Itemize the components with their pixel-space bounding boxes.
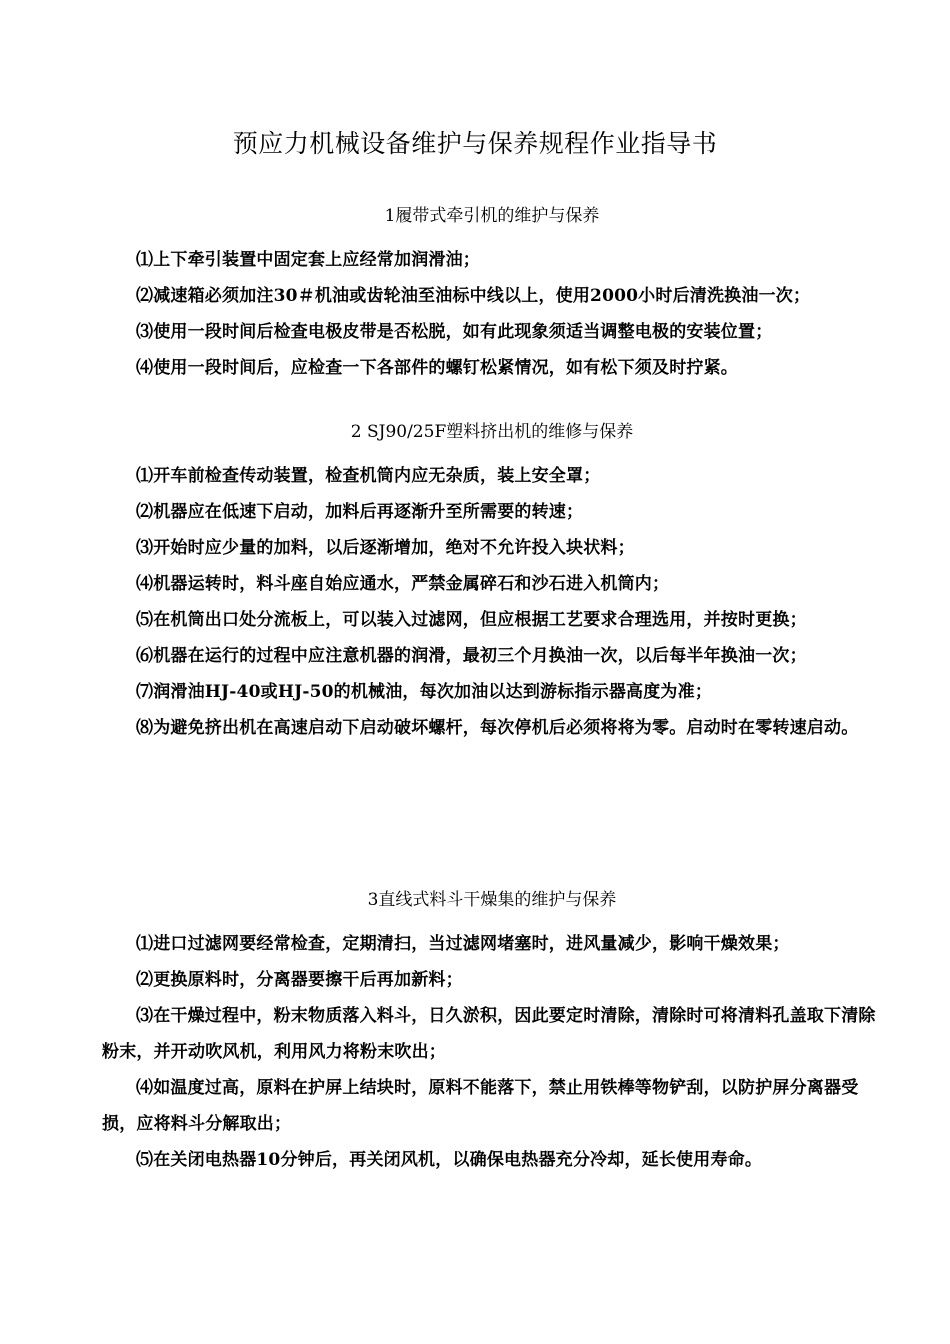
list-item: ⑵更换原料时，分离器要擦干后再加新料； xyxy=(136,970,463,990)
list-item: ⑻为避免挤出机在高速启动下启动破坏螺杆，每次停机后必须将将为零。启动时在零转速启动。 xyxy=(136,718,859,738)
list-item: ⑵减速箱必须加注30＃机油或齿轮油至油标中线以上，使用2000小时后清洗换油一次； xyxy=(136,286,811,306)
section-heading: 2 SJ90/25F塑料挤出机的维修与保养 xyxy=(350,422,634,442)
list-item: ⑷使用一段时间后，应检查一下各部件的螺钉松紧情况，如有松下须及时拧紧。 xyxy=(136,358,738,378)
list-item: ⑶在干燥过程中，粉末物质落入料斗，日久淤积，因此要定时清除，清除时可将清料孔盖取下清除粉末，并开动吹风机，利用风力将粉末吹出； xyxy=(102,1006,876,1062)
list-item: ⑴上下牵引装置中固定套上应经常加润滑油； xyxy=(136,250,480,270)
list-item: ⑸在机筒出口处分流板上，可以装入过滤网，但应根据工艺要求合理选用，并按时更换； xyxy=(136,610,807,630)
section-crawler-tractor xyxy=(102,204,882,386)
list-item: ⑺润滑油HJ-40或HJ-50的机械油，每次加油以达到游标指示器高度为准； xyxy=(136,682,713,702)
section-hopper-dryer xyxy=(102,888,882,1178)
document-title: 预应力机械设备维护与保养规程作业指导书 xyxy=(232,129,718,158)
list-item: ⑶开始时应少量的加料，以后逐渐增加，绝对不允许投入块状料； xyxy=(136,538,635,558)
section-heading: 1履带式牵引机的维护与保养 xyxy=(384,206,600,226)
list-item: ⑵机器应在低速下启动，加料后再逐渐升至所需要的转速； xyxy=(136,502,584,522)
list-item: ⑸在关闭电热器10分钟后，再关闭风机，以确保电热器充分冷却，延长使用寿命。 xyxy=(136,1150,763,1170)
section-heading: 3直线式料斗干燥集的维护与保养 xyxy=(367,890,617,910)
list-item: ⑴开车前检查传动装置，检查机筒内应无杂质，装上安全罩； xyxy=(136,466,601,486)
list-item: ⑷机器运转时，料斗座自始应通水，严禁金属碎石和沙石进入机筒内； xyxy=(136,574,670,594)
section-plastic-extruder xyxy=(102,420,882,746)
list-item: ⑹机器在运行的过程中应注意机器的润滑，最初三个月换油一次，以后每半年换油一次； xyxy=(136,646,807,666)
list-item: ⑴进口过滤网要经常检查，定期清扫，当过滤网堵塞时，进风量减少，影响干燥效果； xyxy=(136,934,790,954)
list-item: ⑷如温度过高，原料在护屏上结块时，原料不能落下，禁止用铁棒等物铲刮，以防护屏分离器受损，应将料斗分解取出； xyxy=(102,1078,859,1134)
list-item: ⑶使用一段时间后检查电极皮带是否松脱，如有此现象须适当调整电极的安装位置； xyxy=(136,322,773,342)
